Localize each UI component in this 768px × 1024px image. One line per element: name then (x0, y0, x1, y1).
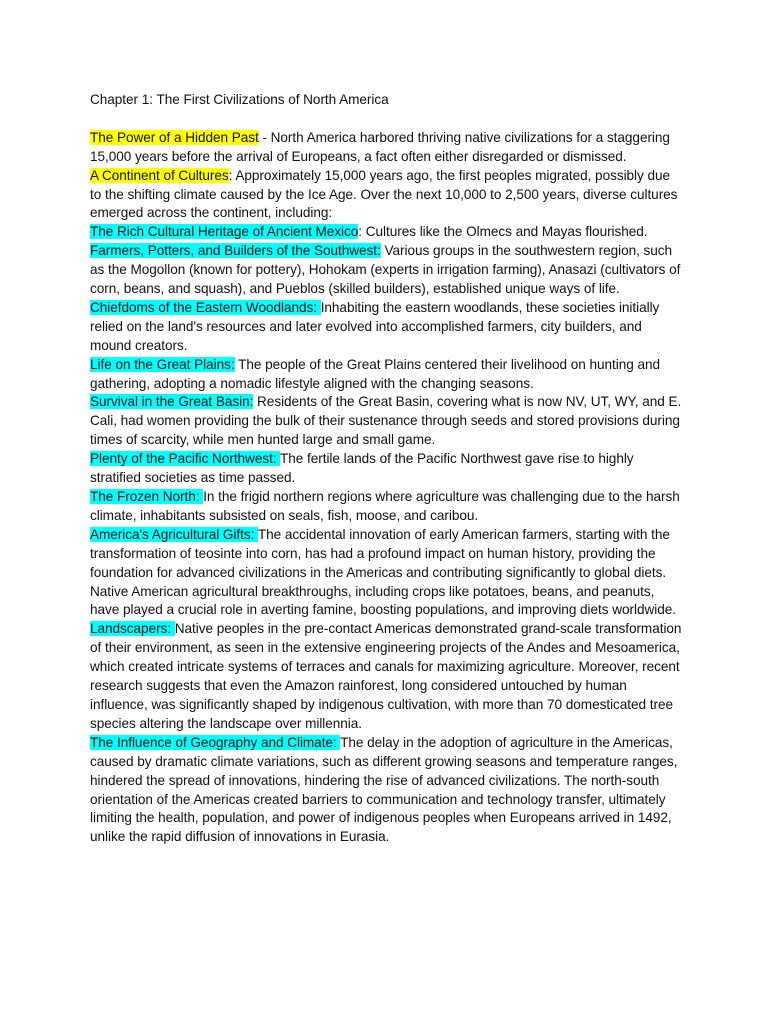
section-paragraph (90, 526, 682, 621)
section-paragraph (90, 299, 682, 356)
section-paragraph (90, 393, 682, 450)
section-paragraph (90, 734, 682, 847)
section-paragraph (90, 488, 682, 526)
section-paragraph (90, 167, 682, 224)
section-paragraph (90, 129, 682, 167)
section-heading-highlight: Plenty of the Pacific Northwest: (90, 451, 281, 467)
section-body: The accidental innovation of early American farmers, starting with the transformation of teosinte into corn, has had a profound impact on human history, providing the foundation for advanced civilizations in the Americas and contributing significantly to global diets. Native American agricultural breakthroughs, including crops like potatoes, beans, and peanuts, have played a crucial role in averting famine, boosting populations, and improving diets worldwide. (90, 526, 676, 618)
section-heading-highlight: Landscapers: (90, 621, 175, 637)
section-body: : Approximately 15,000 years ago, the first peoples migrated, possibly due to the shifting climate caused by the Ice Age. Over the next 10,000 to 2,500 years, diverse cultures emerged across the continent, including: (90, 167, 678, 221)
section-paragraph (90, 242, 682, 299)
section-heading-highlight: Chiefdoms of the Eastern Woodlands: (90, 299, 321, 315)
section-heading-highlight: The Rich Cultural Heritage of Ancient Mexico (90, 224, 359, 240)
section-body: Various groups in the southwestern region, such as the Mogollon (known for pottery), Hohokam (experts in irrigation farming), Anasazi (cultivators of corn, beans, and squash), and Pueblos (skilled builders), established unique ways of life. (90, 243, 681, 297)
section-heading-highlight: America's Agricultural Gifts: (90, 526, 258, 542)
section-body: - North America harbored thriving native civilizations for a staggering 15,000 years before the arrival of Europeans, a fact often either disregarded or dismissed. (90, 129, 670, 164)
section-heading-highlight: Survival in the Great Basin: (90, 394, 254, 410)
section-body: Residents of the Great Basin, covering what is now NV, UT, WY, and E. Cali, had women providing the bulk of their sustenance through seeds and stored provisions during times of scarcity, while men hunted large and small game. (90, 394, 682, 448)
section-body: Inhabiting the eastern woodlands, these societies initially relied on the land's resources and later evolved into accomplished farmers, city builders, and mound creators. (90, 299, 660, 353)
section-heading-highlight: Farmers, Potters, and Builders of the Southwest: (90, 243, 381, 259)
section-heading-highlight: A Continent of Cultures (90, 167, 229, 183)
section-heading-highlight: Life on the Great Plains: (90, 356, 235, 372)
section-body: The fertile lands of the Pacific Northwest gave rise to highly stratified societies as time passed. (90, 451, 634, 486)
section-body: Native peoples in the pre-contact Americas demonstrated grand-scale transformation of their environment, as seen in the extensive engineering projects of the Andes and Mesoamerica, which created intricate systems of terraces and canals for maximizing agriculture. Moreover, recent research suggests that even the Amazon rainforest, long considered untouched by human influence, was significantly shaped by indigenous cultivation, with more than 70 domesticated tree species altering the landscape over millennia. (90, 621, 682, 731)
section-paragraph (90, 223, 682, 242)
section-body: The people of the Great Plains centered their livelihood on hunting and gathering, adopting a nomadic lifestyle aligned with the changing seasons. (90, 356, 660, 391)
chapter-title: Chapter 1: The First Civilizations of North America (90, 92, 389, 107)
section-heading-highlight: The Frozen North: (90, 489, 204, 505)
section-body: The delay in the adoption of agriculture in the Americas, caused by dramatic climate variations, such as different growing seasons and temperature ranges, hindered the spread of innovations, hindering the rise of advanced civilizations. The north-south orientation of the Americas created barriers to communication and technology transfer, ultimately limiting the health, population, and power of indigenous peoples when Europeans arrived in 1492, unlike the rapid diffusion of innovations in Eurasia. (90, 734, 678, 845)
section-body: In the frigid northern regions where agriculture was challenging due to the harsh climate, inhabitants subsisted on seals, fish, moose, and caribou. (90, 489, 680, 523)
section-paragraph (90, 450, 682, 488)
section-paragraph (90, 356, 682, 394)
document-page (90, 91, 682, 847)
section-paragraph (90, 620, 682, 733)
section-heading-highlight: The Influence of Geography and Climate: (90, 734, 341, 750)
section-body: : Cultures like the Olmecs and Mayas flourished. (358, 224, 648, 240)
section-heading-highlight: The Power of a Hidden Past (90, 129, 259, 145)
